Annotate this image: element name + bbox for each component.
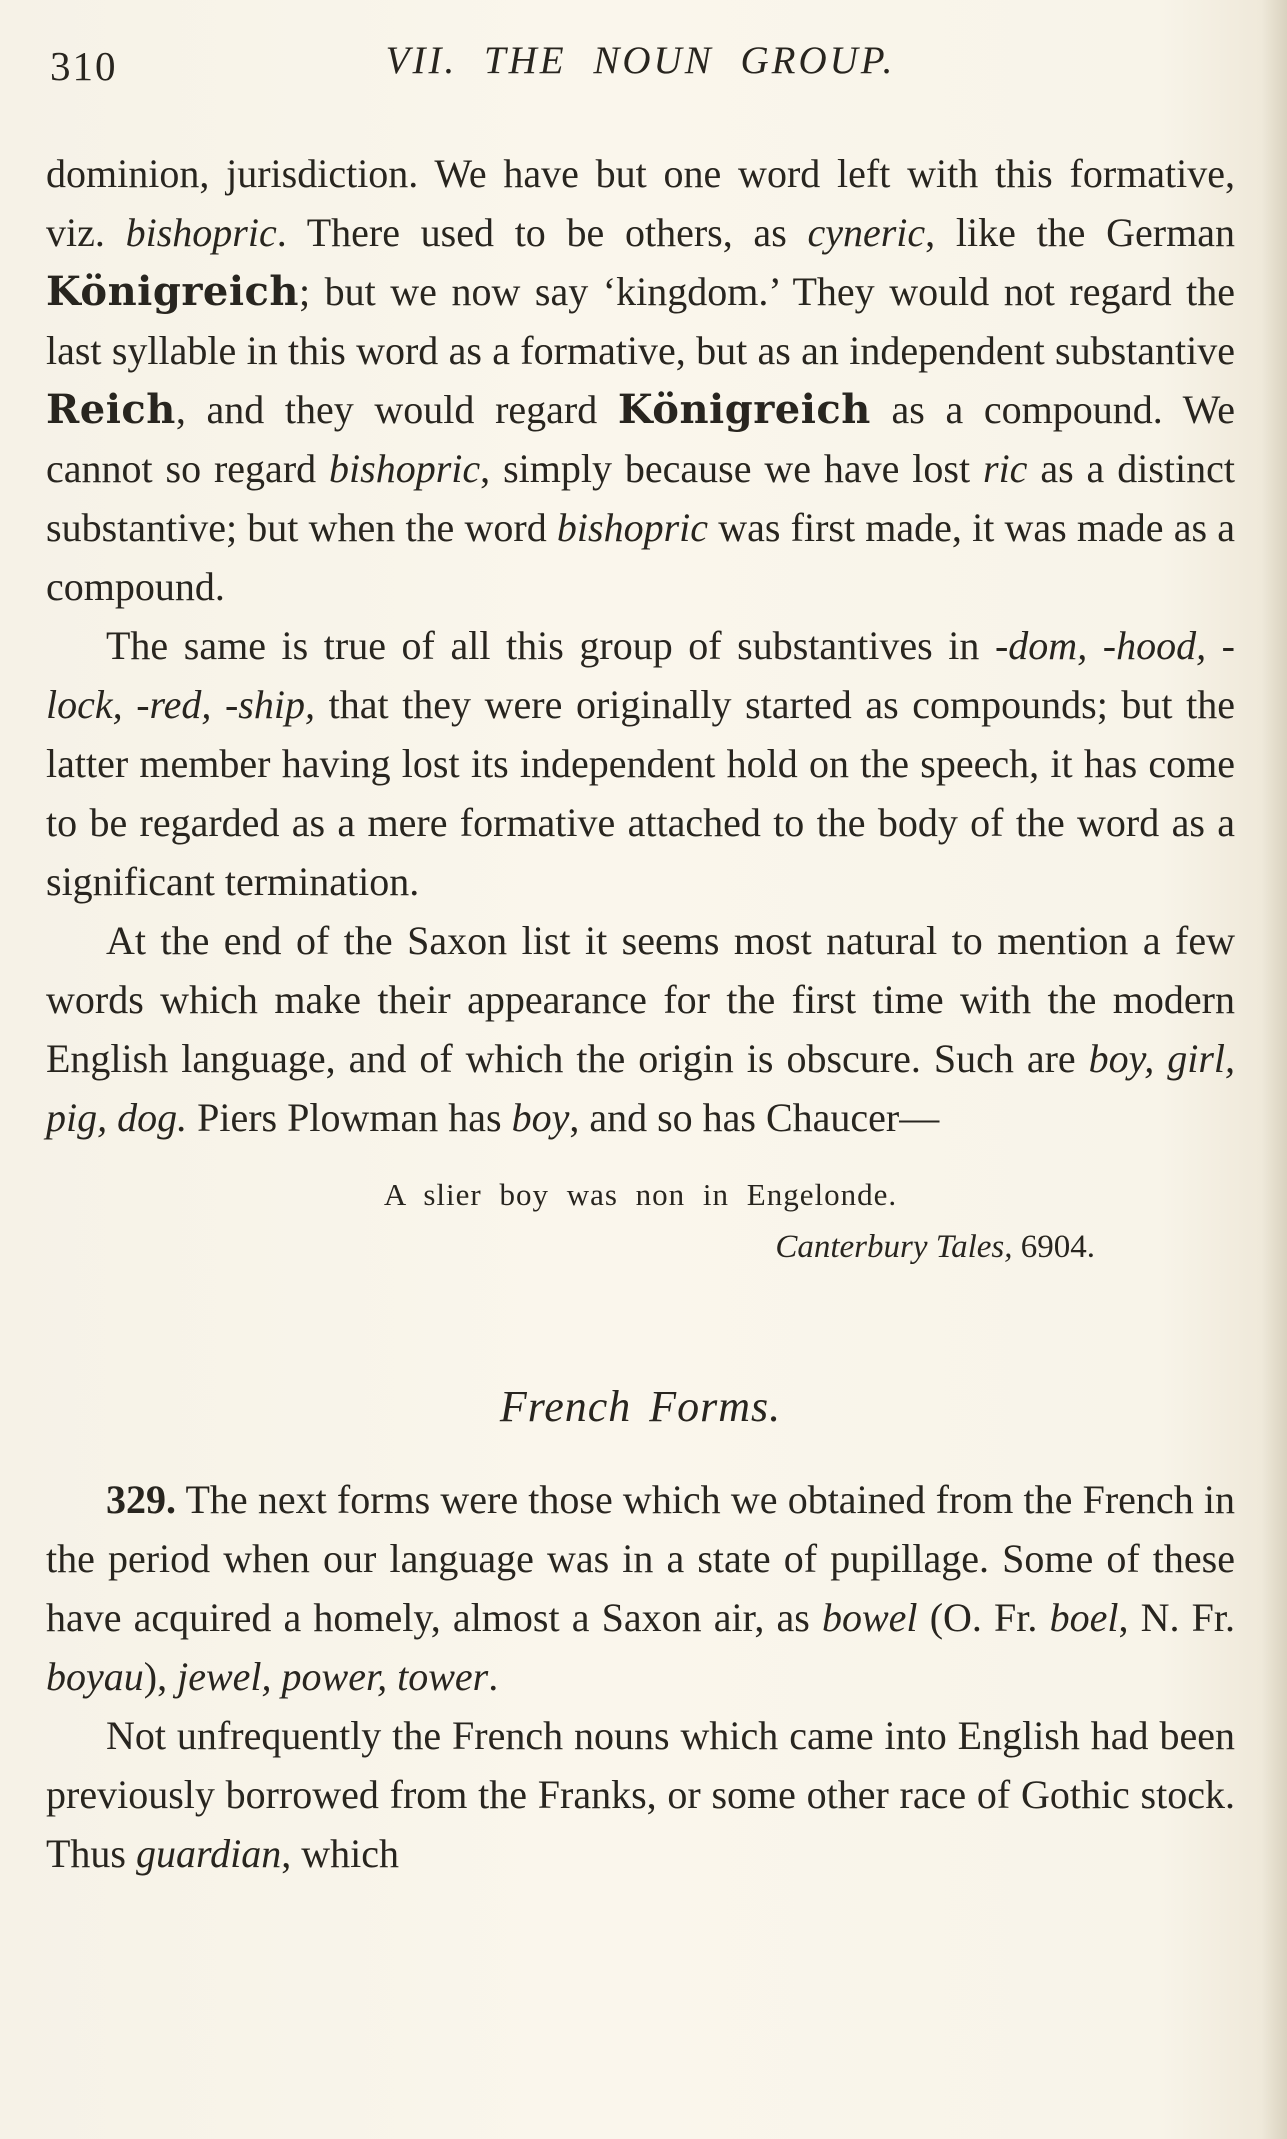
quote-line: A slier boy was non in Engelonde. [383,1177,898,1212]
section-heading-french-forms: French Forms. [499,1382,782,1431]
verse-quote [46,1175,1235,1269]
quote-attribution [46,1225,1235,1269]
running-head [46,34,1235,98]
paragraph-bishopric: dominion, jurisdiction. We have but one word left with this formative, viz. bishopric. There used to be others, as cyneric, like the German Königreich; but we now say ‘kingdom.’ They would not regard the last syllable in this word as a formative, but as an independent substantive Reich, and they would regard Königreich as a compound. We cannot so regard bishopric, simply because we have lost ric as a distinct substantive; but when the word bishopric was first made, it was made as a compound. [46,151,1236,609]
paragraph-saxon-list: At the end of the Saxon list it seems most natural to mention a few words which make their appearance for the first time with the modern English language, and of which the origin is obscure. Such are boy, girl, pig, dog. Piers Plowman has boy, and so has Chaucer— [46,918,1236,1140]
page-body [46,144,1235,1883]
paragraph-substantive-group: The same is true of all this group of substantives in -dom, -hood, -lock, -red, -ship, that they were originally started as compounds; but the latter member having lost its independent hold on the speech, it has come to be regarded as a mere formative attached to the body of the word as a significant termination. [46,623,1236,904]
paragraph-329-french-forms: 329. The next forms were those which we obtained from the French in the period when our language was in a state of pupillage. Some of these have acquired a homely, almost a Saxon air, as bowel (O. Fr. boel, N. Fr. boyau), jewel, power, tower. [46,1477,1235,1699]
quote-source: Canterbury Tales, [775,1229,1013,1265]
paragraph-franks: Not unfrequently the French nouns which came into English had been previously borrowed from the Franks, or some other race of Gothic stock. Thus guardian, which [46,1713,1235,1876]
running-title: VII. THE NOUN GROUP. [385,39,896,82]
page-number: 310 [50,43,118,89]
quote-reference: 6904. [1012,1229,1095,1265]
